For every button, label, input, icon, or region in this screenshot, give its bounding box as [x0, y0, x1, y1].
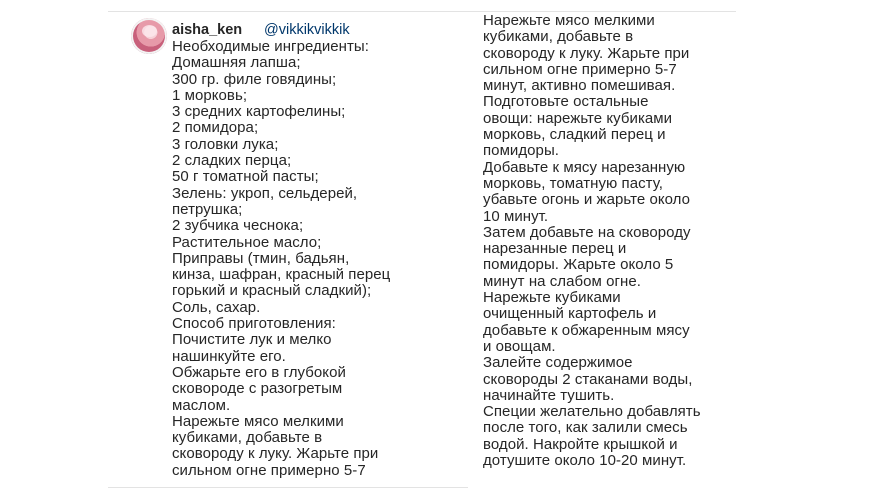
username-link[interactable]: aisha_ken — [172, 22, 243, 38]
right-recipe-text: Нарежьте мясо мелкими кубиками, добавьте в сковороду к луку. Жарьте при сильном огне примерно 5-7 минут, активно помешивая. Подготовьте остальные овощи: нарежьте кубиками морковь, сладкий перец и помидоры. Добавьте к мясу нарезанную морковь, томатную пасту, убавьте огонь и жарьте около 10 минут. Затем добавьте на сковороду нарезанные перец и помидоры. Жарьте около 5 минут на слабом огне. Нарежьте кубиками очищенный картофель и добавьте к обжаренным мясу и овощам. Залейте содержимое сковороды 2 стаканами воды, начинайте тушить. Специи желательно добавлять после того, как залили смесь водой. Накройте крышкой и дотушите около 10-20 минут. — [483, 12, 701, 470]
avatar[interactable] — [131, 18, 167, 54]
bottom-divider — [108, 487, 468, 488]
left-recipe-text: Необходимые ингредиенты: Домашняя лапша; 300 гр. филе говядины; 1 морковь; 3 средних картофелины; 2 помидора; 3 головки лука; 2 сладких перца; 50 г томатной пасты; Зелень: укроп, сельдерей, петрушка; 2 зубчика чеснока; Растительное масло; Приправы (тмин, бадьян, кинза, шафран, красный перец горький и красный сладкий); Соль, сахар. Способ приготовления: Почистите лук и мелко нашинкуйте его. Обжарьте его в глубокой сковороде с разогретым маслом. Нарежьте мясо мелкими кубиками, добавьте в сковороду к луку. Жарьте при сильном огне примерно 5-7 — [172, 38, 391, 479]
mention-link[interactable]: @vikkikvikkik — [264, 22, 350, 38]
